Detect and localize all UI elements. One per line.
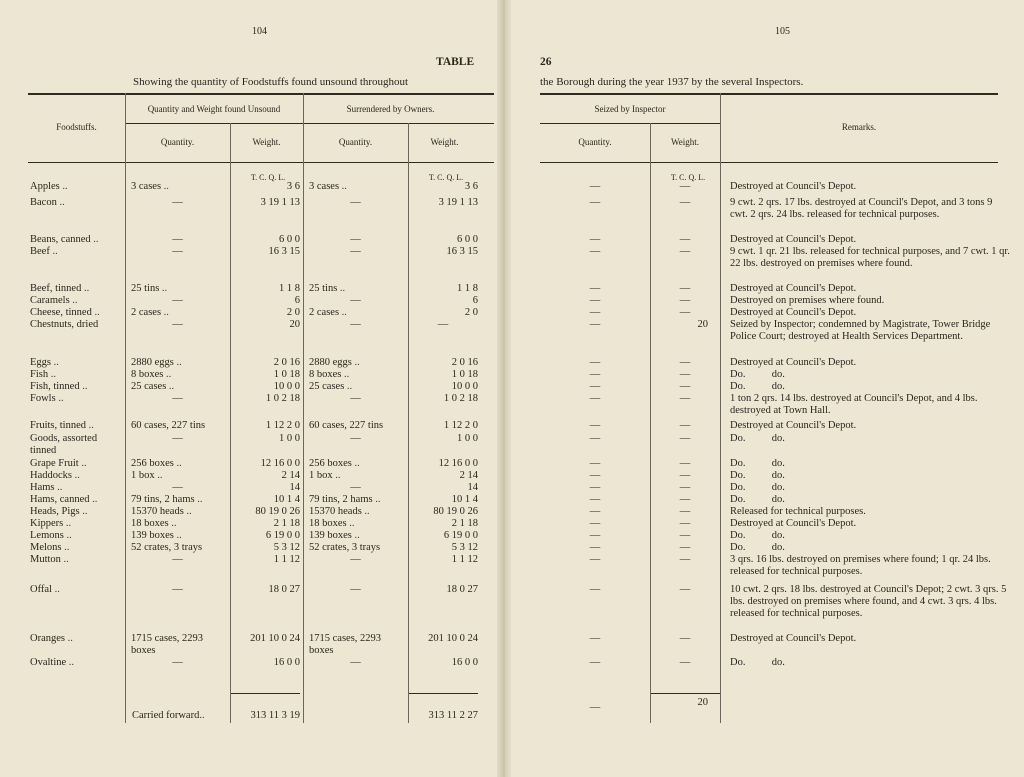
header-quantity-found: Quantity.: [160, 137, 195, 147]
page-number-left: 104: [252, 26, 267, 37]
row-seized-weight: —: [679, 420, 691, 431]
row-foodstuff: Lemons ..: [30, 530, 72, 541]
row-found-quantity: —: [172, 234, 183, 245]
row-seized-quantity: —: [589, 506, 601, 517]
carried-forward-label: Carried forward..: [132, 710, 205, 721]
row-seized-weight: —: [679, 542, 691, 553]
row-seized-weight: —: [679, 530, 691, 541]
row-found-weight: 18 0 27: [268, 584, 300, 595]
row-remarks: Do. do.: [730, 369, 785, 380]
row-seized-quantity: —: [589, 319, 601, 330]
row-remarks: Do. do.: [730, 482, 785, 493]
row-foodstuff: Cheese, tinned ..: [30, 307, 100, 318]
header-weight-seized: Weight.: [670, 137, 700, 147]
row-remarks: 1 ton 2 qrs. 14 lbs. destroyed at Council's Depot, and 4 lbs. destroyed at Town Hall.: [730, 393, 981, 417]
header-group-seized: Seized by Inspector: [594, 104, 666, 114]
row-surrendered-weight: 1 1 12: [451, 554, 478, 565]
carried-forward-found-weight: 313 11 3 19: [250, 710, 300, 721]
row-foodstuff: Beef, tinned ..: [30, 283, 90, 294]
row-surrendered-weight: 1 0 2 18: [443, 393, 478, 404]
row-found-weight: 2 0: [286, 307, 300, 318]
row-seized-weight: —: [679, 633, 691, 644]
header-foodstuffs: Foodstuffs.: [56, 122, 97, 132]
row-found-weight: 3 19 1 13: [260, 197, 300, 208]
row-remarks: 9 cwt. 2 qrs. 17 lbs. destroyed at Council's Depot, and 3 tons 9 cwt. 2 qrs. 24 lbs. released for technical purposes.: [730, 197, 995, 221]
row-found-weight: 10 0 0: [273, 381, 300, 392]
row-seized-quantity: —: [589, 657, 601, 668]
row-found-quantity: —: [172, 433, 183, 444]
row-remarks: Released for technical purposes.: [730, 506, 866, 517]
row-surrendered-quantity: —: [350, 393, 361, 404]
row-surrendered-quantity: —: [350, 482, 361, 493]
caption-left: Showing the quantity of Foodstuffs found unsound throughout: [133, 76, 409, 88]
row-seized-quantity: —: [589, 246, 601, 257]
rule-top-right: [540, 93, 998, 95]
row-foodstuff: Beef ..: [30, 246, 58, 257]
row-found-quantity: 2880 eggs ..: [131, 357, 182, 368]
row-found-quantity: 1715 cases, 2293 boxes: [131, 633, 204, 656]
row-surrendered-quantity: —: [350, 584, 361, 595]
header-group-found: Quantity and Weight found Unsound: [147, 104, 281, 114]
row-surrendered-quantity: 2 cases ..: [309, 307, 347, 318]
row-found-quantity: —: [172, 197, 183, 208]
row-surrendered-weight: 80 19 0 26: [433, 506, 478, 517]
row-found-weight: 80 19 0 26: [255, 506, 300, 517]
row-foodstuff: Heads, Pigs ..: [30, 506, 88, 517]
row-surrendered-quantity: —: [350, 295, 361, 306]
vline-6: [720, 93, 721, 723]
row-surrendered-weight: 1 1 8: [457, 283, 478, 294]
row-found-quantity: —: [172, 295, 183, 306]
row-remarks: Destroyed at Council's Depot.: [730, 633, 857, 644]
row-found-weight: 1 0 0: [279, 433, 300, 444]
row-found-weight: 1 12 2 0: [265, 420, 300, 431]
row-found-quantity: 79 tins, 2 hams ..: [131, 494, 203, 505]
row-foodstuff: Oranges ..: [30, 633, 73, 644]
row-found-quantity: 8 boxes ..: [131, 369, 172, 380]
row-seized-weight: —: [679, 494, 691, 505]
row-remarks: Destroyed at Council's Depot.: [730, 234, 857, 245]
row-surrendered-quantity: —: [350, 197, 361, 208]
carried-forward-surrendered-weight: 313 11 2 27: [428, 710, 478, 721]
row-foodstuff: Fish, tinned ..: [30, 381, 88, 392]
header-weight-surrendered: Weight.: [430, 137, 459, 147]
row-foodstuff: Fruits, tinned ..: [30, 420, 94, 431]
row-seized-quantity: —: [589, 542, 601, 553]
row-found-quantity: —: [172, 246, 183, 257]
row-found-weight: 10 1 4: [273, 494, 300, 505]
row-surrendered-weight: 1 0 18: [451, 369, 478, 380]
row-remarks: Destroyed at Council's Depot.: [730, 307, 857, 318]
header-remarks: Remarks.: [841, 122, 877, 132]
row-foodstuff: Chestnuts, dried: [30, 319, 99, 330]
row-surrendered-weight: 16 3 15: [446, 246, 478, 257]
row-seized-quantity: —: [589, 584, 601, 595]
row-found-weight: 6 19 0 0: [265, 530, 300, 541]
book-gutter: [497, 0, 511, 777]
vline-3: [303, 93, 304, 723]
row-surrendered-weight: 14: [467, 482, 478, 493]
row-surrendered-weight: 5 3 12: [451, 542, 478, 553]
row-surrendered-weight: 2 0 16: [451, 357, 478, 368]
row-remarks: Do. do.: [730, 458, 785, 469]
row-found-quantity: 256 boxes ..: [131, 458, 182, 469]
row-seized-quantity: —: [589, 458, 601, 469]
row-foodstuff: Kippers ..: [30, 518, 72, 529]
row-found-quantity: 18 boxes ..: [131, 518, 177, 529]
row-found-weight: 2 14: [281, 470, 300, 481]
row-found-quantity: 25 tins ..: [131, 283, 168, 294]
row-seized-weight: —: [679, 381, 691, 392]
row-foodstuff: Melons ..: [30, 542, 70, 553]
units-surrendered: T. C. Q. L.: [428, 173, 464, 182]
row-surrendered-quantity: —: [350, 433, 361, 444]
row-found-quantity: —: [172, 482, 183, 493]
row-remarks: Destroyed at Council's Depot.: [730, 181, 857, 192]
row-surrendered-weight: 1 12 2 0: [443, 420, 478, 431]
units-found: T. C. Q. L.: [250, 173, 286, 182]
row-surrendered-weight: 2 14: [459, 470, 478, 481]
row-seized-weight: —: [679, 197, 691, 208]
row-seized-quantity: —: [589, 357, 601, 368]
row-found-quantity: 2 cases ..: [131, 307, 169, 318]
row-surrendered-weight: 6 19 0 0: [443, 530, 478, 541]
row-foodstuff: Apples ..: [30, 181, 68, 192]
row-surrendered-weight: 6 0 0: [457, 234, 478, 245]
row-seized-quantity: —: [589, 307, 601, 318]
row-found-weight: 16 3 15: [268, 246, 300, 257]
row-found-weight: 1 0 2 18: [265, 393, 300, 404]
row-seized-weight: —: [679, 234, 691, 245]
row-surrendered-weight: 6: [472, 295, 478, 306]
row-seized-weight: —: [679, 357, 691, 368]
row-remarks: Do. do.: [730, 433, 785, 444]
row-seized-quantity: —: [589, 518, 601, 529]
row-seized-weight: 20: [697, 319, 708, 330]
row-surrendered-weight: 12 16 0 0: [438, 458, 478, 469]
row-found-weight: 5 3 12: [273, 542, 300, 553]
row-foodstuff: Eggs ..: [30, 357, 59, 368]
row-remarks: Destroyed at Council's Depot.: [730, 283, 857, 294]
row-seized-quantity: —: [589, 197, 601, 208]
row-seized-quantity: —: [589, 482, 601, 493]
row-seized-weight: —: [679, 506, 691, 517]
row-remarks: Destroyed at Council's Depot.: [730, 518, 857, 529]
row-seized-weight: —: [679, 470, 691, 481]
row-surrendered-quantity: 256 boxes ..: [309, 458, 360, 469]
row-found-quantity: 25 cases ..: [131, 381, 175, 392]
row-surrendered-weight: 10 0 0: [451, 381, 478, 392]
row-remarks: Do. do.: [730, 530, 785, 541]
row-surrendered-weight: 1 0 0: [457, 433, 478, 444]
caption-right: the Borough during the year 1937 by the several Inspectors.: [540, 76, 804, 88]
row-seized-quantity: —: [589, 295, 601, 306]
row-remarks: 9 cwt. 1 qr. 21 lbs. released for technical purposes, and 7 cwt. 1 qr. 22 lbs. destroyed on premises where found.: [730, 246, 1013, 270]
page-number-right: 105: [775, 26, 790, 37]
row-seized-weight: —: [679, 482, 691, 493]
row-surrendered-quantity: 60 cases, 227 tins: [309, 420, 384, 431]
row-remarks: Destroyed at Council's Depot.: [730, 420, 857, 431]
row-found-weight: 2 0 16: [273, 357, 300, 368]
row-foodstuff: Haddocks ..: [30, 470, 80, 481]
row-surrendered-weight: —: [437, 319, 449, 330]
row-surrendered-weight: 201 10 0 24: [428, 633, 478, 644]
row-remarks: Do. do.: [730, 381, 785, 392]
row-seized-weight: —: [679, 433, 691, 444]
row-seized-quantity: —: [589, 181, 601, 192]
rule-header-left: [28, 162, 494, 163]
row-seized-weight: —: [679, 246, 691, 257]
rule-header-right: [540, 162, 998, 163]
row-seized-quantity: —: [589, 470, 601, 481]
row-seized-weight: —: [679, 369, 691, 380]
row-surrendered-quantity: —: [350, 234, 361, 245]
row-found-weight: 20: [289, 319, 300, 330]
row-surrendered-quantity: —: [350, 319, 361, 330]
row-foodstuff: Grape Fruit ..: [30, 458, 87, 469]
row-seized-quantity: —: [589, 283, 601, 294]
row-seized-weight: —: [679, 181, 691, 192]
row-seized-quantity: —: [589, 554, 601, 565]
row-seized-weight: —: [679, 554, 691, 565]
row-surrendered-weight: 16 0 0: [451, 657, 478, 668]
row-surrendered-quantity: 25 cases ..: [309, 381, 353, 392]
row-found-quantity: 1 box ..: [131, 470, 163, 481]
row-surrendered-quantity: —: [350, 554, 361, 565]
row-foodstuff: Offal ..: [30, 584, 60, 595]
row-surrendered-quantity: 52 crates, 3 trays: [309, 542, 381, 553]
row-surrendered-weight: 18 0 27: [446, 584, 478, 595]
row-seized-quantity: —: [589, 494, 601, 505]
row-remarks: Do. do.: [730, 542, 785, 553]
row-surrendered-quantity: 15370 heads ..: [309, 506, 370, 517]
row-found-quantity: —: [172, 554, 183, 565]
rule-total-seized: [650, 693, 720, 694]
row-surrendered-weight: 2 0: [464, 307, 478, 318]
row-found-quantity: —: [172, 393, 183, 404]
row-seized-quantity: —: [589, 633, 601, 644]
row-found-weight: 6: [294, 295, 300, 306]
header-weight-found: Weight.: [252, 137, 281, 147]
rule-total-surrendered: [408, 693, 478, 694]
row-surrendered-quantity: 18 boxes ..: [309, 518, 355, 529]
row-surrendered-quantity: 1 box ..: [309, 470, 341, 481]
row-found-quantity: 52 crates, 3 trays: [131, 542, 203, 553]
row-seized-weight: —: [679, 458, 691, 469]
header-quantity-seized: Quantity.: [578, 137, 612, 147]
row-found-weight: 2 1 18: [273, 518, 300, 529]
row-found-quantity: 139 boxes ..: [131, 530, 182, 541]
row-surrendered-quantity: —: [350, 657, 361, 668]
header-quantity-surrendered: Quantity.: [338, 137, 373, 147]
row-seized-weight: —: [679, 283, 691, 294]
row-surrendered-quantity: 8 boxes ..: [309, 369, 350, 380]
row-foodstuff: Fowls ..: [30, 393, 64, 404]
row-found-quantity: —: [172, 584, 183, 595]
row-surrendered-quantity: 1715 cases, 2293 boxes: [309, 633, 382, 656]
rule-group-right: [540, 123, 720, 124]
row-seized-weight: —: [679, 307, 691, 318]
row-remarks: Do. do.: [730, 494, 785, 505]
row-remarks: Destroyed on premises where found.: [730, 295, 885, 306]
row-seized-quantity: —: [589, 530, 601, 541]
row-seized-quantity: —: [589, 234, 601, 245]
row-surrendered-quantity: 79 tins, 2 hams ..: [309, 494, 381, 505]
row-found-weight: 1 1 8: [279, 283, 300, 294]
row-foodstuff: Ovaltine ..: [30, 657, 75, 668]
table-number: 26: [540, 56, 552, 68]
row-remarks: Seized by Inspector; condemned by Magistrate, Tower Bridge Police Court; destroyed at Health Services Department.: [730, 319, 993, 343]
row-seized-quantity: —: [589, 369, 601, 380]
row-found-weight: 12 16 0 0: [260, 458, 300, 469]
header-group-surrendered: Surrendered by Owners.: [346, 104, 435, 114]
row-surrendered-weight: 3 6: [464, 181, 478, 192]
row-surrendered-weight: 2 1 18: [451, 518, 478, 529]
row-remarks: Do. do.: [730, 657, 785, 668]
row-found-quantity: —: [172, 319, 183, 330]
row-surrendered-weight: 10 1 4: [451, 494, 478, 505]
row-found-weight: 1 1 12: [273, 554, 300, 565]
row-seized-weight: —: [679, 584, 691, 595]
row-seized-weight: —: [679, 295, 691, 306]
rule-top-left: [28, 93, 494, 95]
row-found-quantity: 60 cases, 227 tins: [131, 420, 206, 431]
row-found-weight: 6 0 0: [279, 234, 300, 245]
row-seized-quantity: —: [589, 433, 601, 444]
row-found-weight: 1 0 18: [273, 369, 300, 380]
row-remarks: Do. do.: [730, 470, 785, 481]
row-foodstuff: Fish ..: [30, 369, 56, 380]
row-seized-weight: —: [679, 657, 691, 668]
row-remarks: 10 cwt. 2 qrs. 18 lbs. destroyed at Council's Depot; 2 cwt. 3 qrs. 5 lbs. destroyed on premises where found, and 4 cwt. 3 qrs. 4 lbs. released for technical purposes.: [730, 584, 1009, 620]
rule-total-found: [230, 693, 300, 694]
carried-forward-seized-quantity: —: [589, 702, 601, 713]
row-found-weight: 201 10 0 24: [250, 633, 300, 644]
row-remarks: 3 qrs. 16 lbs. destroyed on premises where found; 1 qr. 24 lbs. released for technical purposes.: [730, 554, 994, 578]
row-remarks: Destroyed at Council's Depot.: [730, 357, 857, 368]
row-foodstuff: Bacon ..: [30, 197, 65, 208]
units-seized: T. C. Q. L.: [670, 173, 706, 182]
carried-forward-seized-weight: 20: [697, 697, 708, 708]
row-seized-quantity: —: [589, 381, 601, 392]
vline-1: [125, 93, 126, 723]
row-found-quantity: 15370 heads ..: [131, 506, 192, 517]
row-surrendered-quantity: 25 tins ..: [309, 283, 346, 294]
row-surrendered-quantity: —: [350, 246, 361, 257]
row-surrendered-weight: 3 19 1 13: [438, 197, 478, 208]
row-seized-quantity: —: [589, 420, 601, 431]
row-foodstuff: Beans, canned ..: [30, 234, 99, 245]
row-seized-weight: —: [679, 518, 691, 529]
row-foodstuff: Hams, canned ..: [30, 494, 98, 505]
row-found-weight: 16 0 0: [273, 657, 300, 668]
row-surrendered-quantity: 2880 eggs ..: [309, 357, 360, 368]
row-found-weight: 3 6: [286, 181, 300, 192]
table-label: TABLE: [436, 56, 475, 68]
row-foodstuff: Goods, assorted tinned: [30, 433, 98, 456]
row-foodstuff: Caramels ..: [30, 295, 78, 306]
rule-group-left: [125, 123, 494, 124]
row-foodstuff: Mutton ..: [30, 554, 69, 565]
row-foodstuff: Hams ..: [30, 482, 63, 493]
row-found-quantity: 3 cases ..: [131, 181, 169, 192]
row-surrendered-quantity: 3 cases ..: [309, 181, 347, 192]
row-seized-quantity: —: [589, 393, 601, 404]
row-seized-weight: —: [679, 393, 691, 404]
row-surrendered-quantity: 139 boxes ..: [309, 530, 360, 541]
row-found-weight: 14: [289, 482, 300, 493]
row-found-quantity: —: [172, 657, 183, 668]
